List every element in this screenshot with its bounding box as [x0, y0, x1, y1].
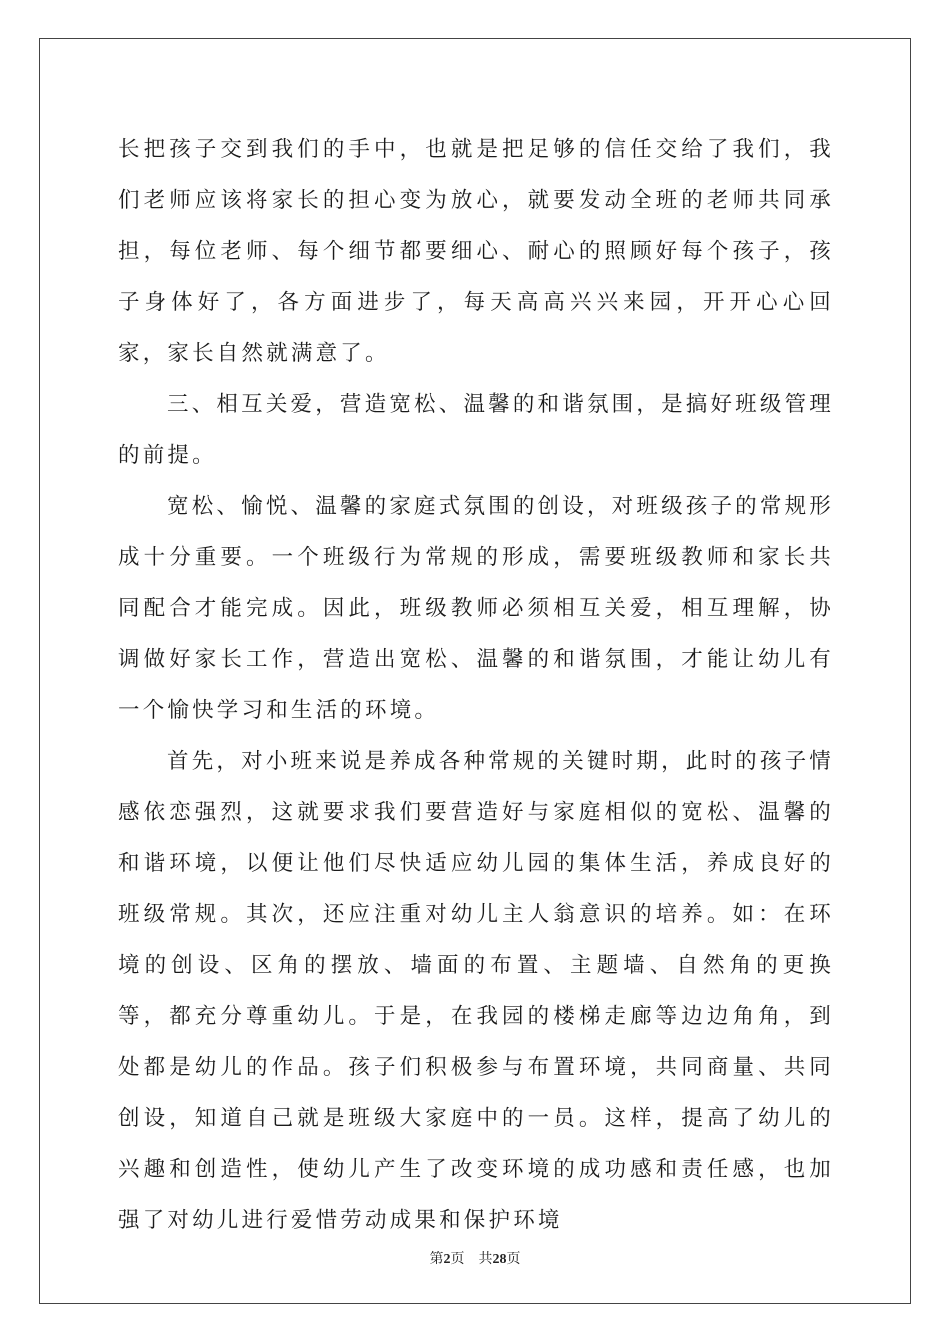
paragraph: 宽松、愉悦、温馨的家庭式氛围的创设，对班级孩子的常规形成十分重要。一个班级行为常规的形成，需要班级教师和家长共同配合才能完成。因此，班级教师必须相互关爱，相互理解，协调做好家长工作，营造出宽松、温馨的和谐氛围，才能让幼儿有一个愉快学习和生活的环境。	[118, 494, 834, 723]
total-page-number: 28	[492, 1252, 507, 1267]
section-heading: 三、相互关爱，营造宽松、温馨的和谐氛围，是搞好班级管理的前提。	[118, 392, 834, 468]
paragraph: 首先，对小班来说是养成各种常规的关键时期，此时的孩子情感依恋强烈，这就要求我们要营造好与家庭相似的宽松、温馨的和谐环境，以便让他们尽快适应幼儿园的集体生活，养成良好的班级常规。其次，还应注重对幼儿主人翁意识的培养。如：在环境的创设、区角的摆放、墙面的布置、主题墙、自然角的更换等，都充分尊重幼儿。于是，在我园的楼梯走廊等边边角角，到处都是幼儿的作品。孩子们积极参与布置环境，共同商量、共同创设，知道自己就是班级大家庭中的一员。这样，提高了幼儿的兴趣和创造性，使幼儿产生了改变环境的成功感和责任感，也加强了对幼儿进行爱惜劳动成果和保护环境	[118, 749, 834, 1233]
footer-middle: 页 共	[450, 1252, 493, 1267]
current-page-number: 2	[443, 1252, 451, 1267]
footer-prefix: 第	[429, 1252, 444, 1267]
footer-suffix: 页	[506, 1252, 521, 1267]
paragraph-continuation: 长把孩子交到我们的手中，也就是把足够的信任交给了我们，我们老师应该将家长的担心变为放心，就要发动全班的老师共同承担，每位老师、每个细节都要细心、耐心的照顾好每个孩子，孩子身体好了，各方面进步了，每天高高兴兴来园，开开心心回家，家长自然就满意了。	[118, 137, 834, 366]
document-body	[118, 124, 834, 1246]
page-footer	[0, 1248, 950, 1268]
